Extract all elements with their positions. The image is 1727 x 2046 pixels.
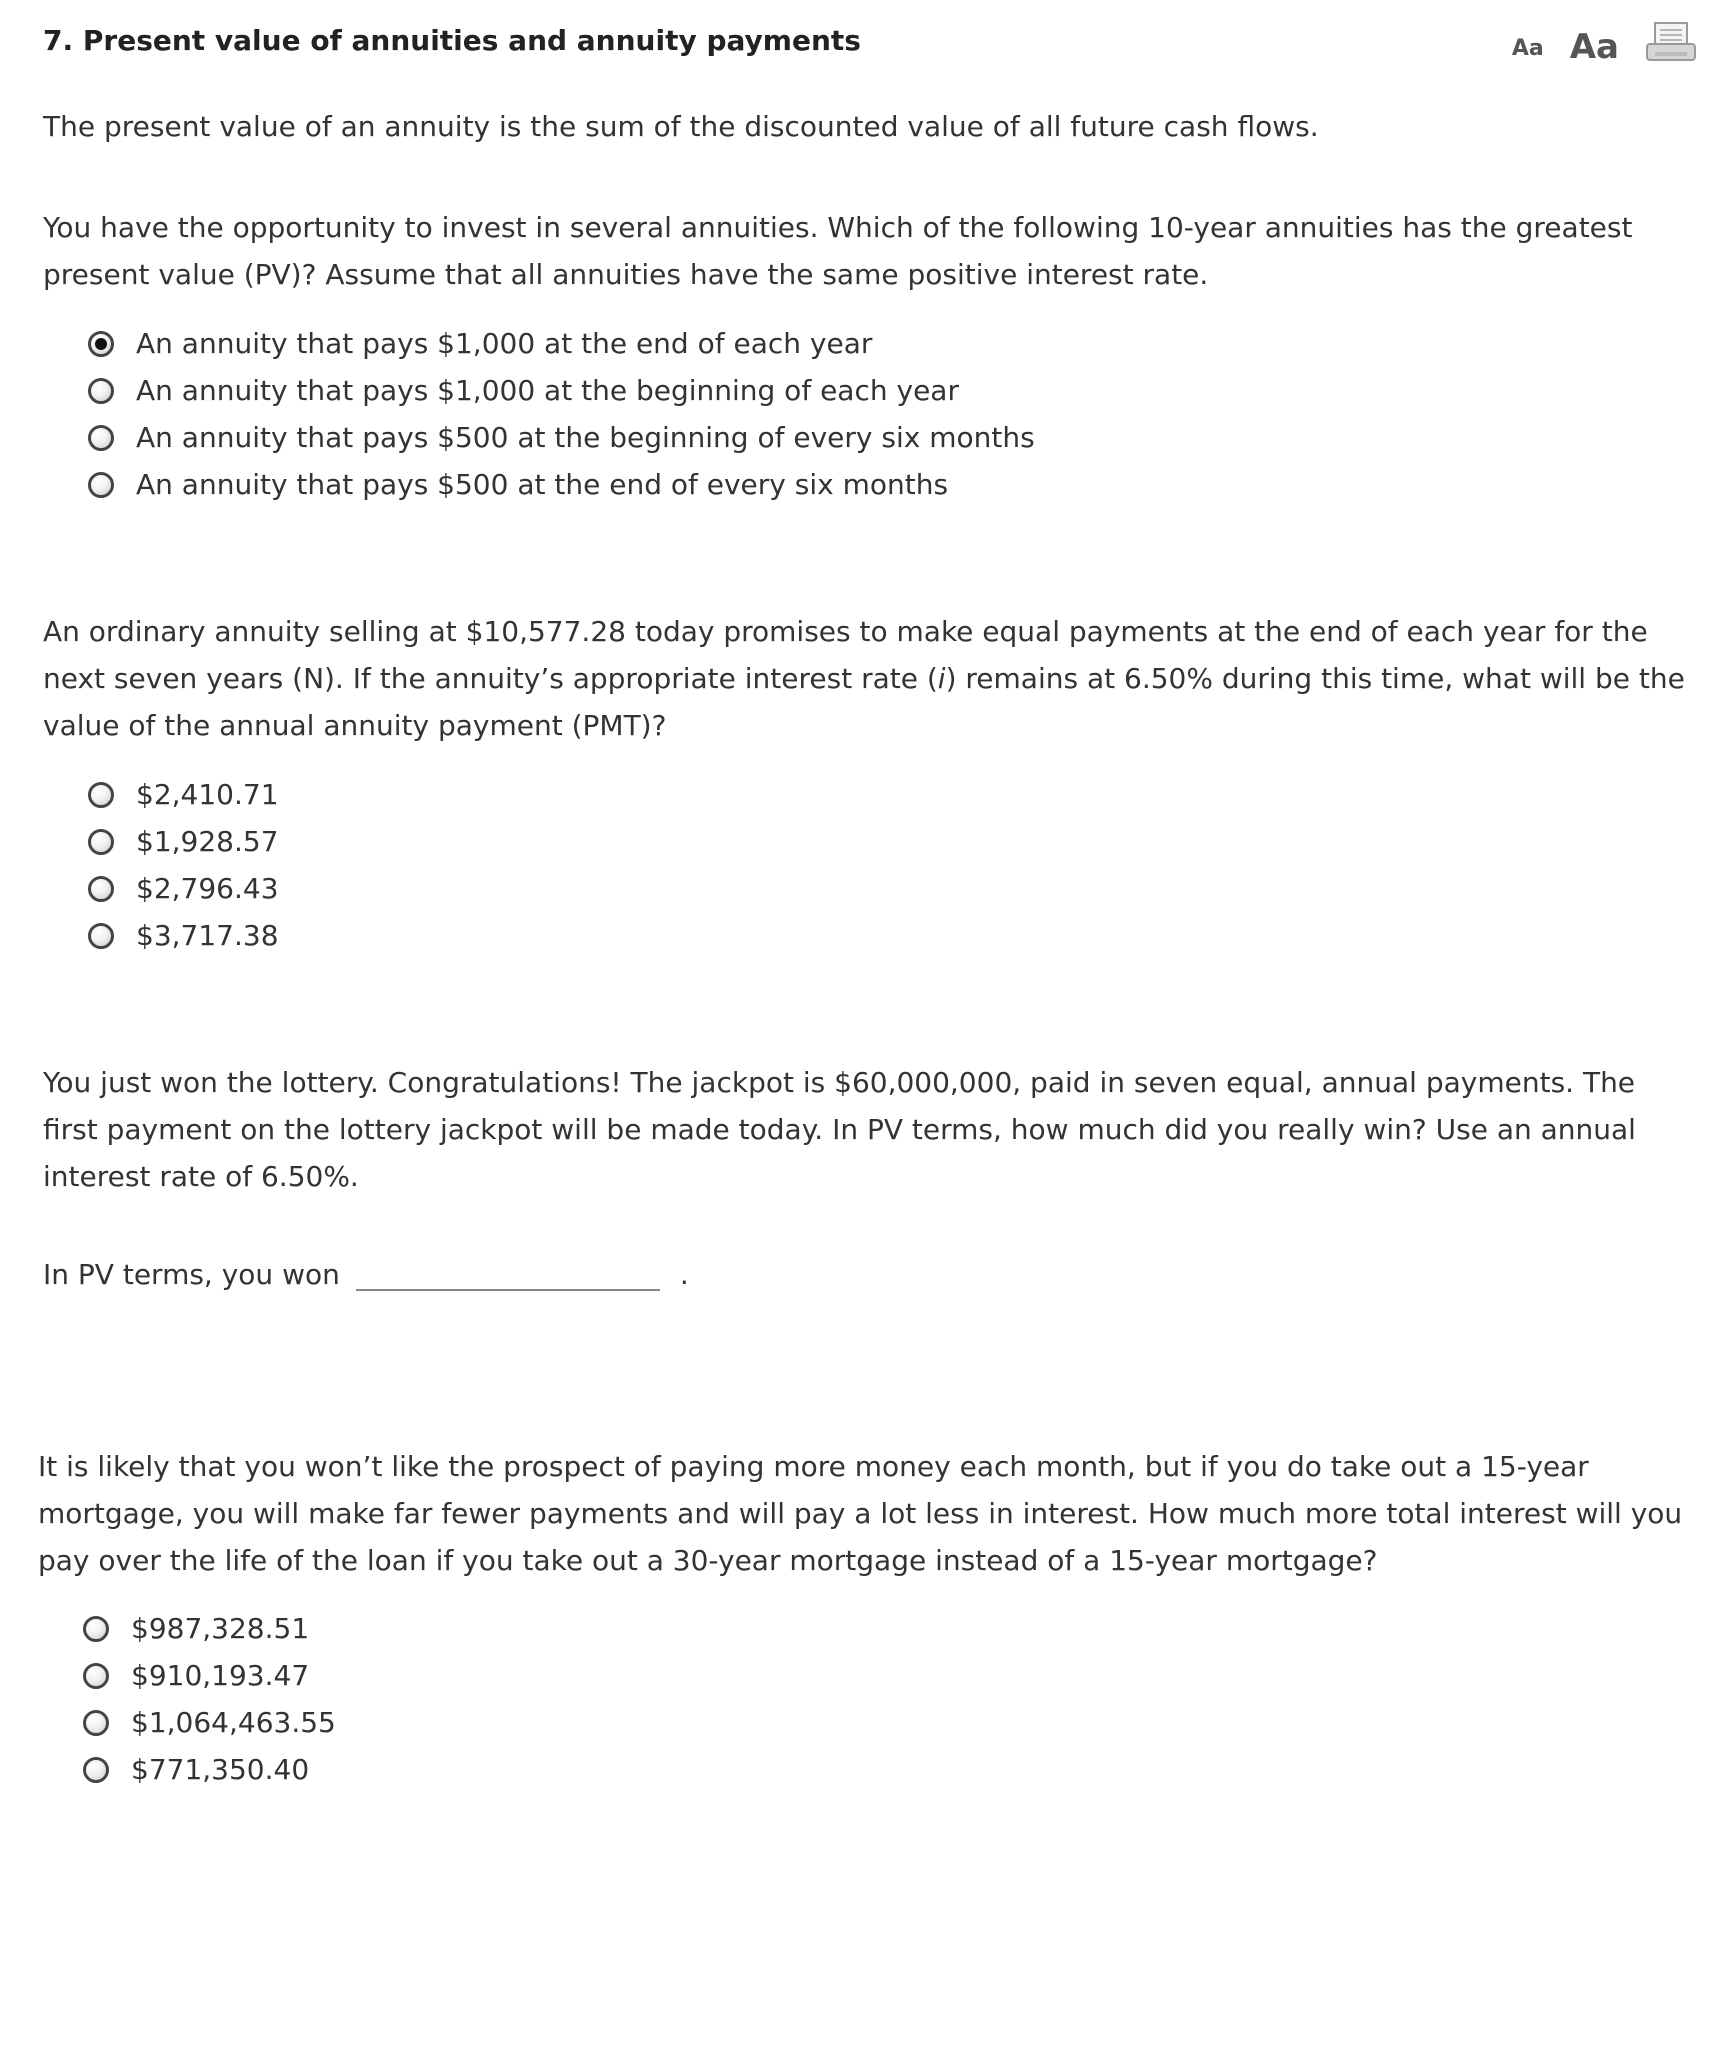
radio-icon[interactable] [83, 1757, 109, 1783]
radio-icon[interactable] [88, 782, 114, 808]
radio-icon[interactable] [83, 1663, 109, 1689]
option-label: $2,410.71 [136, 778, 279, 811]
intro-text: The present value of an annuity is the sum of the discounted value of all future cash flows. [43, 110, 1319, 143]
q1-option[interactable] [88, 320, 1035, 367]
print-icon[interactable] [1645, 22, 1697, 64]
q2-text: An ordinary annuity selling at $10,577.28 today promises to make equal payments at the end of each year for the next seven years (N). If the annuity’s appropriate interest rate (i) remains at 6.50% during this time, what will be the value of the annual annuity payment (PMT)? [43, 615, 1685, 742]
option-label: $987,328.51 [131, 1612, 310, 1645]
option-label: $771,350.40 [131, 1753, 310, 1786]
q3-text: You just won the lottery. Congratulations! The jackpot is $60,000,000, paid in seven equal, annual payments. The first payment on the lottery jackpot will be made today. In PV terms, how much did you really win? Use an annual interest rate of 6.50%. [43, 1066, 1636, 1193]
option-label: $2,796.43 [136, 872, 279, 905]
q1-option[interactable] [88, 461, 1035, 508]
q4-option[interactable] [83, 1605, 336, 1652]
radio-icon[interactable] [88, 425, 114, 451]
q1-option[interactable] [88, 414, 1035, 461]
radio-icon[interactable] [83, 1616, 109, 1642]
radio-icon[interactable] [88, 378, 114, 404]
radio-icon[interactable] [83, 1710, 109, 1736]
q2-option[interactable] [88, 818, 279, 865]
q1-option[interactable] [88, 367, 1035, 414]
radio-icon[interactable] [88, 876, 114, 902]
option-label: $1,064,463.55 [131, 1706, 336, 1739]
option-label: An annuity that pays $1,000 at the beginning of each year [136, 374, 959, 407]
pv-answer-row [43, 1253, 689, 1291]
pv-answer-input[interactable] [356, 1253, 660, 1291]
q4-option[interactable] [83, 1652, 336, 1699]
q4-text: It is likely that you won’t like the prospect of paying more money each month, but if you do take out a 15-year mortgage, you will make far fewer payments and will pay a lot less in interest. How much more total interest will you pay over the life of the loan if you take out a 30-year mortgage instead of a 15-year mortgage? [38, 1450, 1683, 1577]
q4-option[interactable] [83, 1699, 336, 1746]
q2-option[interactable] [88, 912, 279, 959]
q1-text: You have the opportunity to invest in several annuities. Which of the following 10-year annuities has the greatest present value (PV)? Assume that all annuities have the same positive interest rate. [43, 211, 1633, 291]
option-label: An annuity that pays $1,000 at the end of each year [136, 327, 873, 360]
radio-icon[interactable] [88, 923, 114, 949]
radio-icon[interactable] [88, 829, 114, 855]
q1-options [88, 320, 1035, 508]
q4-options [83, 1605, 336, 1793]
q2-option[interactable] [88, 771, 279, 818]
question-title: 7. Present value of annuities and annuity payments [43, 24, 861, 57]
option-label: An annuity that pays $500 at the beginning of every six months [136, 421, 1035, 454]
font-size-increase-button[interactable]: Aa [1569, 27, 1619, 67]
q4-option[interactable] [83, 1746, 336, 1793]
radio-icon[interactable] [88, 472, 114, 498]
font-size-decrease-button[interactable]: Aa [1511, 36, 1544, 61]
radio-selected-icon[interactable] [88, 331, 114, 357]
q2-options [88, 771, 279, 959]
option-label: $1,928.57 [136, 825, 279, 858]
option-label: $910,193.47 [131, 1659, 310, 1692]
pv-answer-label: In PV terms, you won [43, 1258, 340, 1291]
pv-answer-period: . [679, 1258, 689, 1291]
option-label: $3,717.38 [136, 919, 279, 952]
toolbar [1511, 22, 1697, 67]
option-label: An annuity that pays $500 at the end of every six months [136, 468, 949, 501]
q2-option[interactable] [88, 865, 279, 912]
